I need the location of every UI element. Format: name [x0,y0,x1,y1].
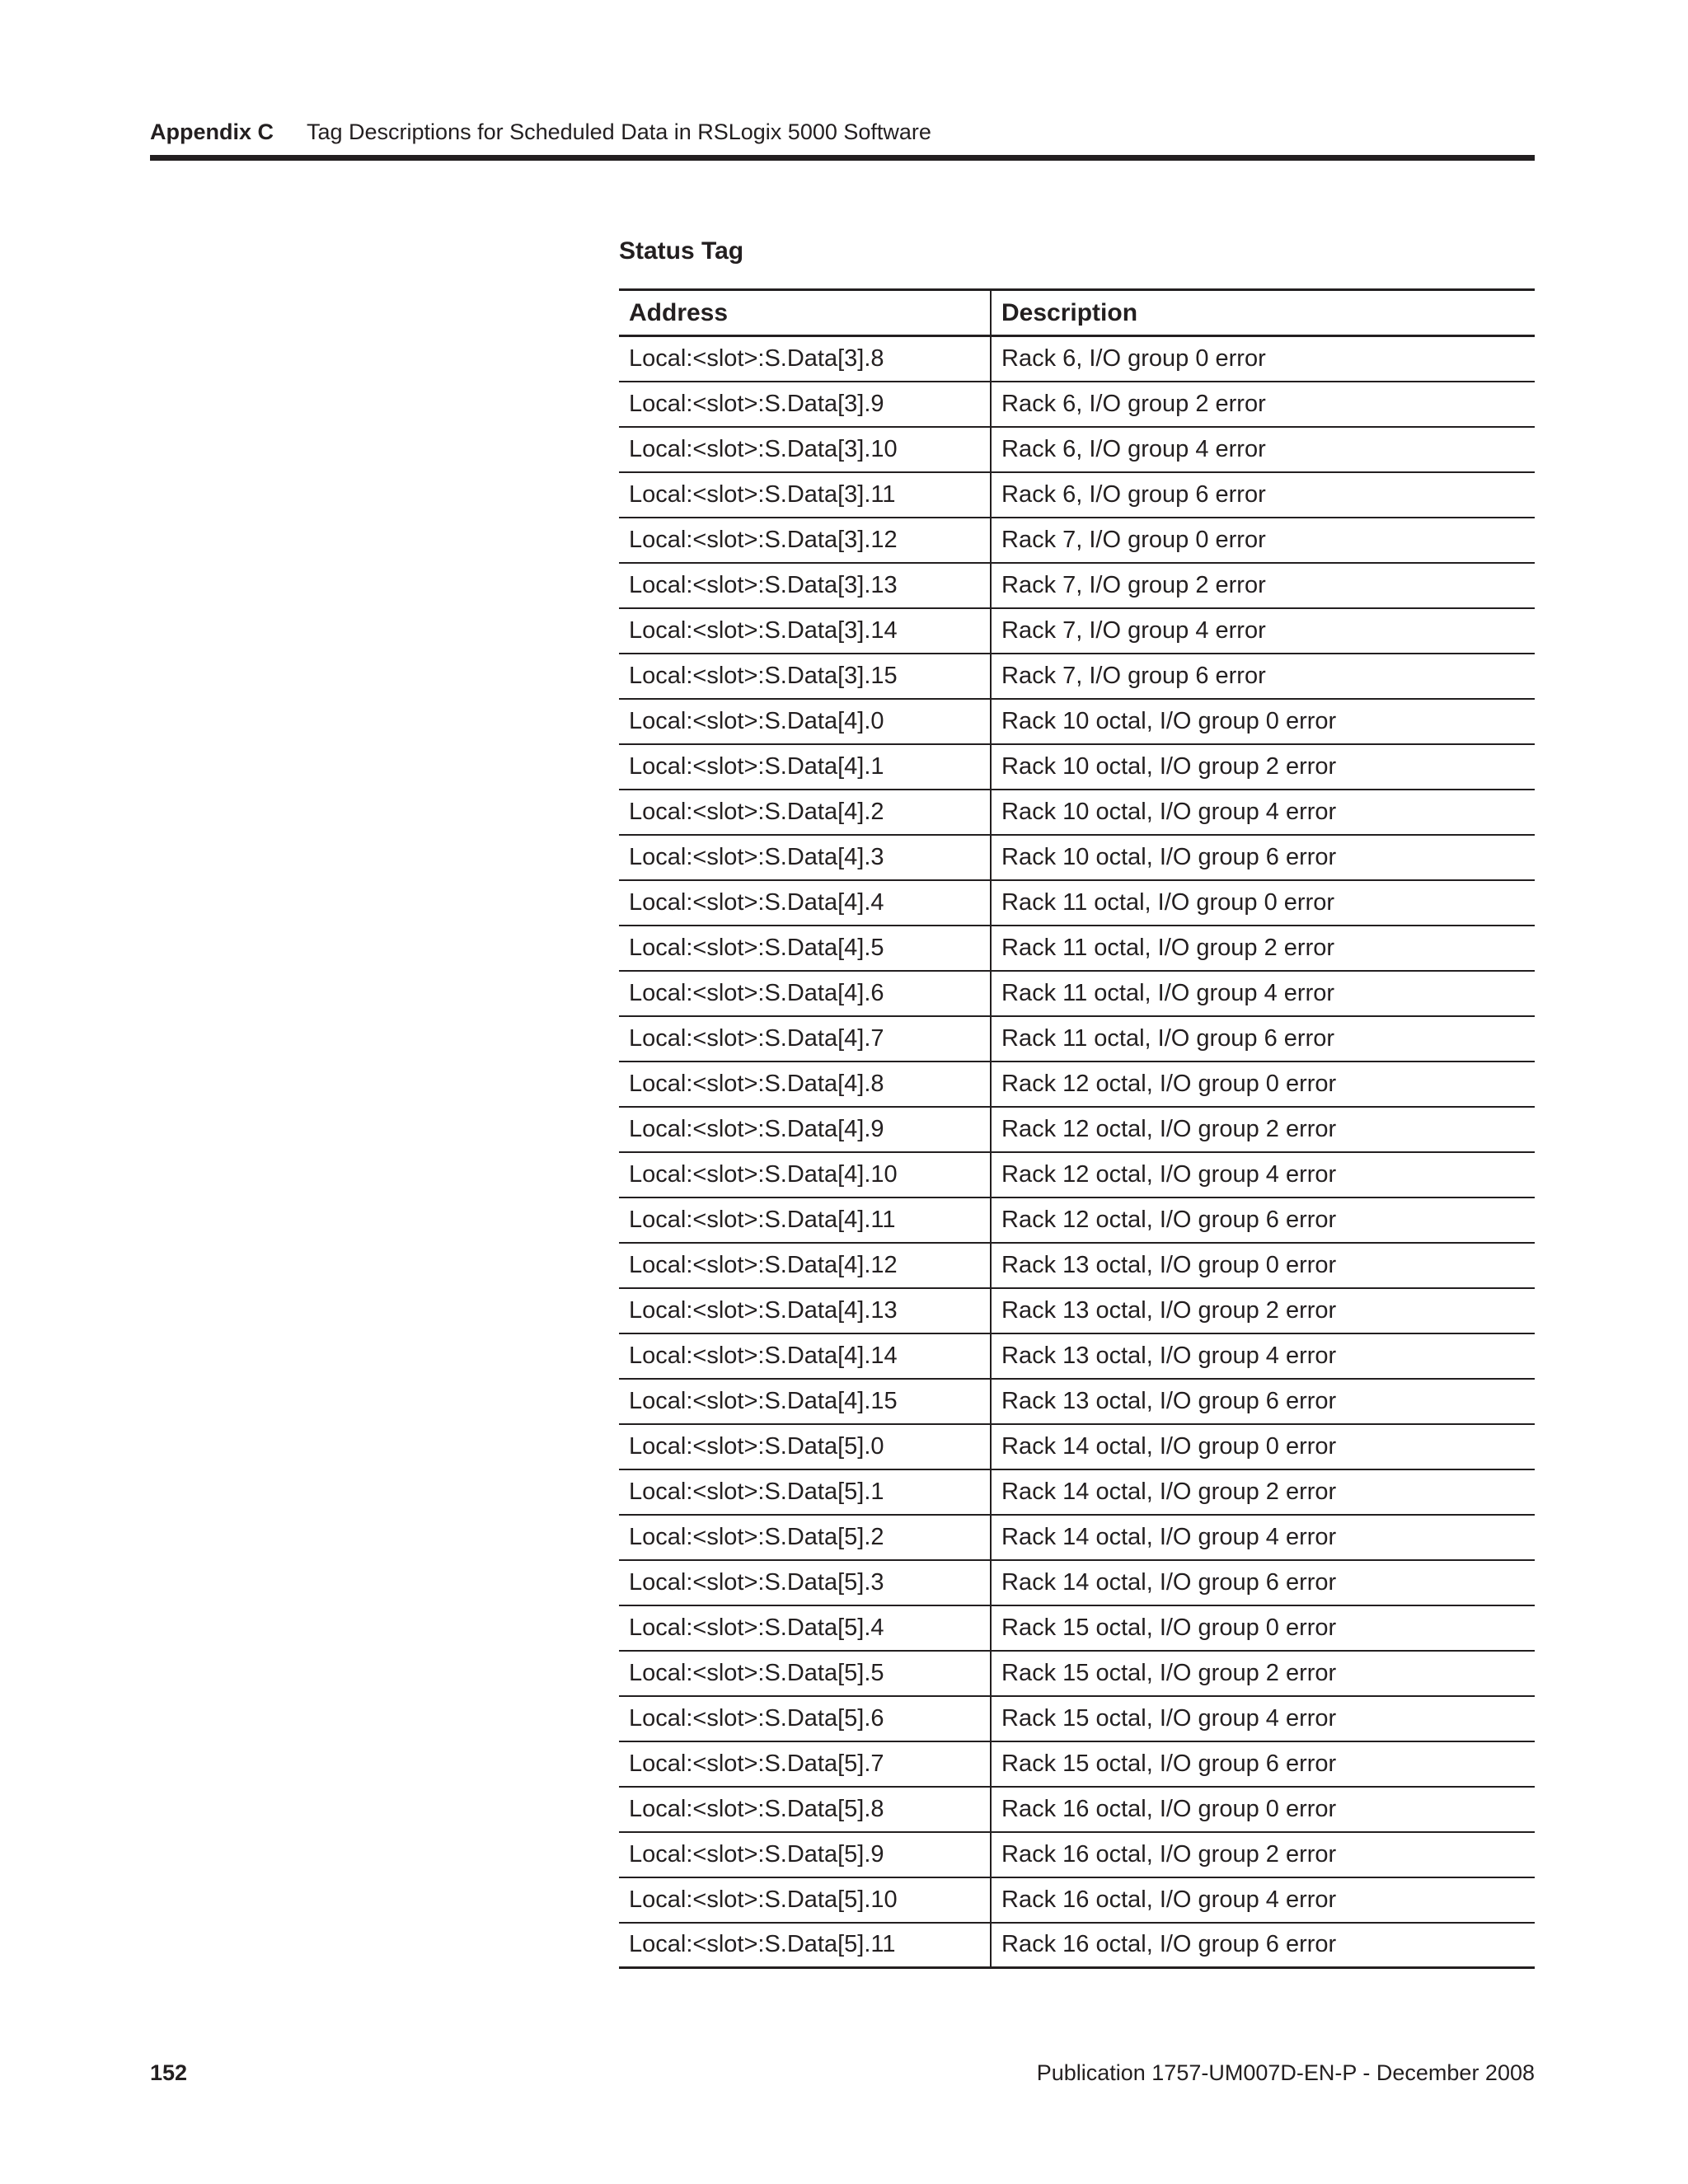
description-cell: Rack 15 octal, I/O group 4 error [991,1696,1535,1741]
table-row [619,1152,1535,1197]
address-cell: Local:<slot>:S.Data[4].1 [619,744,991,790]
header-title: Tag Descriptions for Scheduled Data in RSLogix 5000 Software [307,119,931,144]
address-cell: Local:<slot>:S.Data[4].4 [619,880,991,926]
table-row [619,1832,1535,1877]
description-cell: Rack 13 octal, I/O group 4 error [991,1333,1535,1379]
column-header-address: Address [619,290,991,336]
table-row [619,880,1535,926]
address-cell: Local:<slot>:S.Data[4].7 [619,1016,991,1062]
address-cell: Local:<slot>:S.Data[4].9 [619,1107,991,1152]
table-row [619,835,1535,880]
publication-info: Publication 1757-UM007D-EN-P - December 2008 [1036,2060,1535,2085]
table-row [619,1107,1535,1152]
table-row [619,1016,1535,1062]
description-cell: Rack 10 octal, I/O group 0 error [991,699,1535,744]
description-cell: Rack 10 octal, I/O group 4 error [991,790,1535,835]
address-cell: Local:<slot>:S.Data[4].0 [619,699,991,744]
description-cell: Rack 12 octal, I/O group 6 error [991,1197,1535,1243]
table-row [619,1560,1535,1605]
address-cell: Local:<slot>:S.Data[4].14 [619,1333,991,1379]
table-row [619,608,1535,654]
table-row [619,1651,1535,1696]
table-row [619,1515,1535,1560]
column-header-description: Description [1001,298,1138,326]
table-row [619,1696,1535,1741]
running-header [150,114,1535,150]
address-cell: Local:<slot>:S.Data[5].4 [619,1605,991,1651]
table-row [619,1741,1535,1787]
address-cell: Local:<slot>:S.Data[5].8 [619,1787,991,1832]
address-cell: Local:<slot>:S.Data[4].6 [619,971,991,1016]
table-body [619,336,1535,1968]
table-row [619,699,1535,744]
address-cell: Local:<slot>:S.Data[4].10 [619,1152,991,1197]
table-row [619,1333,1535,1379]
appendix-label: Appendix C [150,119,274,144]
table-row [619,472,1535,518]
table-header-row [619,290,1535,336]
address-cell: Local:<slot>:S.Data[4].2 [619,790,991,835]
description-cell: Rack 11 octal, I/O group 0 error [991,880,1535,926]
table-row [619,1469,1535,1515]
table-row [619,1424,1535,1469]
table-row [619,427,1535,472]
address-cell: Local:<slot>:S.Data[5].11 [619,1923,991,1968]
table-caption: Status Tag [619,237,744,265]
description-cell: Rack 12 octal, I/O group 2 error [991,1107,1535,1152]
address-cell: Local:<slot>:S.Data[5].2 [619,1515,991,1560]
table-row [619,1877,1535,1923]
address-cell: Local:<slot>:S.Data[5].3 [619,1560,991,1605]
address-cell: Local:<slot>:S.Data[4].11 [619,1197,991,1243]
address-cell: Local:<slot>:S.Data[5].6 [619,1696,991,1741]
description-cell: Rack 6, I/O group 6 error [991,472,1535,518]
description-cell: Rack 12 octal, I/O group 4 error [991,1152,1535,1197]
description-cell: Rack 7, I/O group 2 error [991,563,1535,608]
table-row [619,971,1535,1016]
description-cell: Rack 10 octal, I/O group 6 error [991,835,1535,880]
table-row [619,1062,1535,1107]
table-row [619,744,1535,790]
description-cell: Rack 13 octal, I/O group 2 error [991,1288,1535,1333]
address-cell: Local:<slot>:S.Data[4].12 [619,1243,991,1288]
table-row [619,1787,1535,1832]
address-cell: Local:<slot>:S.Data[5].0 [619,1424,991,1469]
description-cell: Rack 6, I/O group 2 error [991,382,1535,427]
table-row [619,926,1535,971]
description-cell: Rack 10 octal, I/O group 2 error [991,744,1535,790]
description-cell: Rack 14 octal, I/O group 4 error [991,1515,1535,1560]
address-cell: Local:<slot>:S.Data[3].13 [619,563,991,608]
description-cell: Rack 15 octal, I/O group 0 error [991,1605,1535,1651]
description-cell: Rack 16 octal, I/O group 2 error [991,1832,1535,1877]
description-cell: Rack 11 octal, I/O group 6 error [991,1016,1535,1062]
description-cell: Rack 16 octal, I/O group 0 error [991,1787,1535,1832]
address-cell: Local:<slot>:S.Data[5].5 [619,1651,991,1696]
description-cell: Rack 6, I/O group 0 error [991,336,1535,382]
table-row [619,1197,1535,1243]
table-row [619,563,1535,608]
table-row [619,1243,1535,1288]
table-row [619,336,1535,382]
description-cell: Rack 7, I/O group 4 error [991,608,1535,654]
table-row [619,518,1535,563]
description-cell: Rack 14 octal, I/O group 2 error [991,1469,1535,1515]
address-cell: Local:<slot>:S.Data[3].15 [619,654,991,699]
description-cell: Rack 16 octal, I/O group 4 error [991,1877,1535,1923]
address-cell: Local:<slot>:S.Data[3].14 [619,608,991,654]
description-cell: Rack 15 octal, I/O group 6 error [991,1741,1535,1787]
description-cell: Rack 7, I/O group 6 error [991,654,1535,699]
address-cell: Local:<slot>:S.Data[4].8 [619,1062,991,1107]
address-cell: Local:<slot>:S.Data[3].11 [619,472,991,518]
description-cell: Rack 15 octal, I/O group 2 error [991,1651,1535,1696]
table-row [619,654,1535,699]
description-cell: Rack 14 octal, I/O group 0 error [991,1424,1535,1469]
description-cell: Rack 11 octal, I/O group 2 error [991,926,1535,971]
address-cell: Local:<slot>:S.Data[3].12 [619,518,991,563]
table-row [619,1605,1535,1651]
description-cell: Rack 13 octal, I/O group 6 error [991,1379,1535,1424]
description-cell: Rack 16 octal, I/O group 6 error [991,1923,1535,1968]
description-cell: Rack 7, I/O group 0 error [991,518,1535,563]
table-row [619,1923,1535,1968]
address-cell: Local:<slot>:S.Data[5].1 [619,1469,991,1515]
address-cell: Local:<slot>:S.Data[5].7 [619,1741,991,1787]
address-cell: Local:<slot>:S.Data[3].8 [619,336,991,382]
address-cell: Local:<slot>:S.Data[3].9 [619,382,991,427]
address-cell: Local:<slot>:S.Data[5].10 [619,1877,991,1923]
description-cell: Rack 14 octal, I/O group 6 error [991,1560,1535,1605]
status-tag-table [619,288,1535,1969]
table-row [619,1379,1535,1424]
header-rule [150,155,1535,161]
table-row [619,790,1535,835]
address-cell: Local:<slot>:S.Data[5].9 [619,1832,991,1877]
address-cell: Local:<slot>:S.Data[3].10 [619,427,991,472]
address-cell: Local:<slot>:S.Data[4].5 [619,926,991,971]
address-cell: Local:<slot>:S.Data[4].13 [619,1288,991,1333]
table-row [619,382,1535,427]
description-cell: Rack 12 octal, I/O group 0 error [991,1062,1535,1107]
description-cell: Rack 11 octal, I/O group 4 error [991,971,1535,1016]
page-number: 152 [150,2060,188,2085]
description-cell: Rack 6, I/O group 4 error [991,427,1535,472]
table-row [619,1288,1535,1333]
address-cell: Local:<slot>:S.Data[4].3 [619,835,991,880]
address-cell: Local:<slot>:S.Data[4].15 [619,1379,991,1424]
description-cell: Rack 13 octal, I/O group 0 error [991,1243,1535,1288]
